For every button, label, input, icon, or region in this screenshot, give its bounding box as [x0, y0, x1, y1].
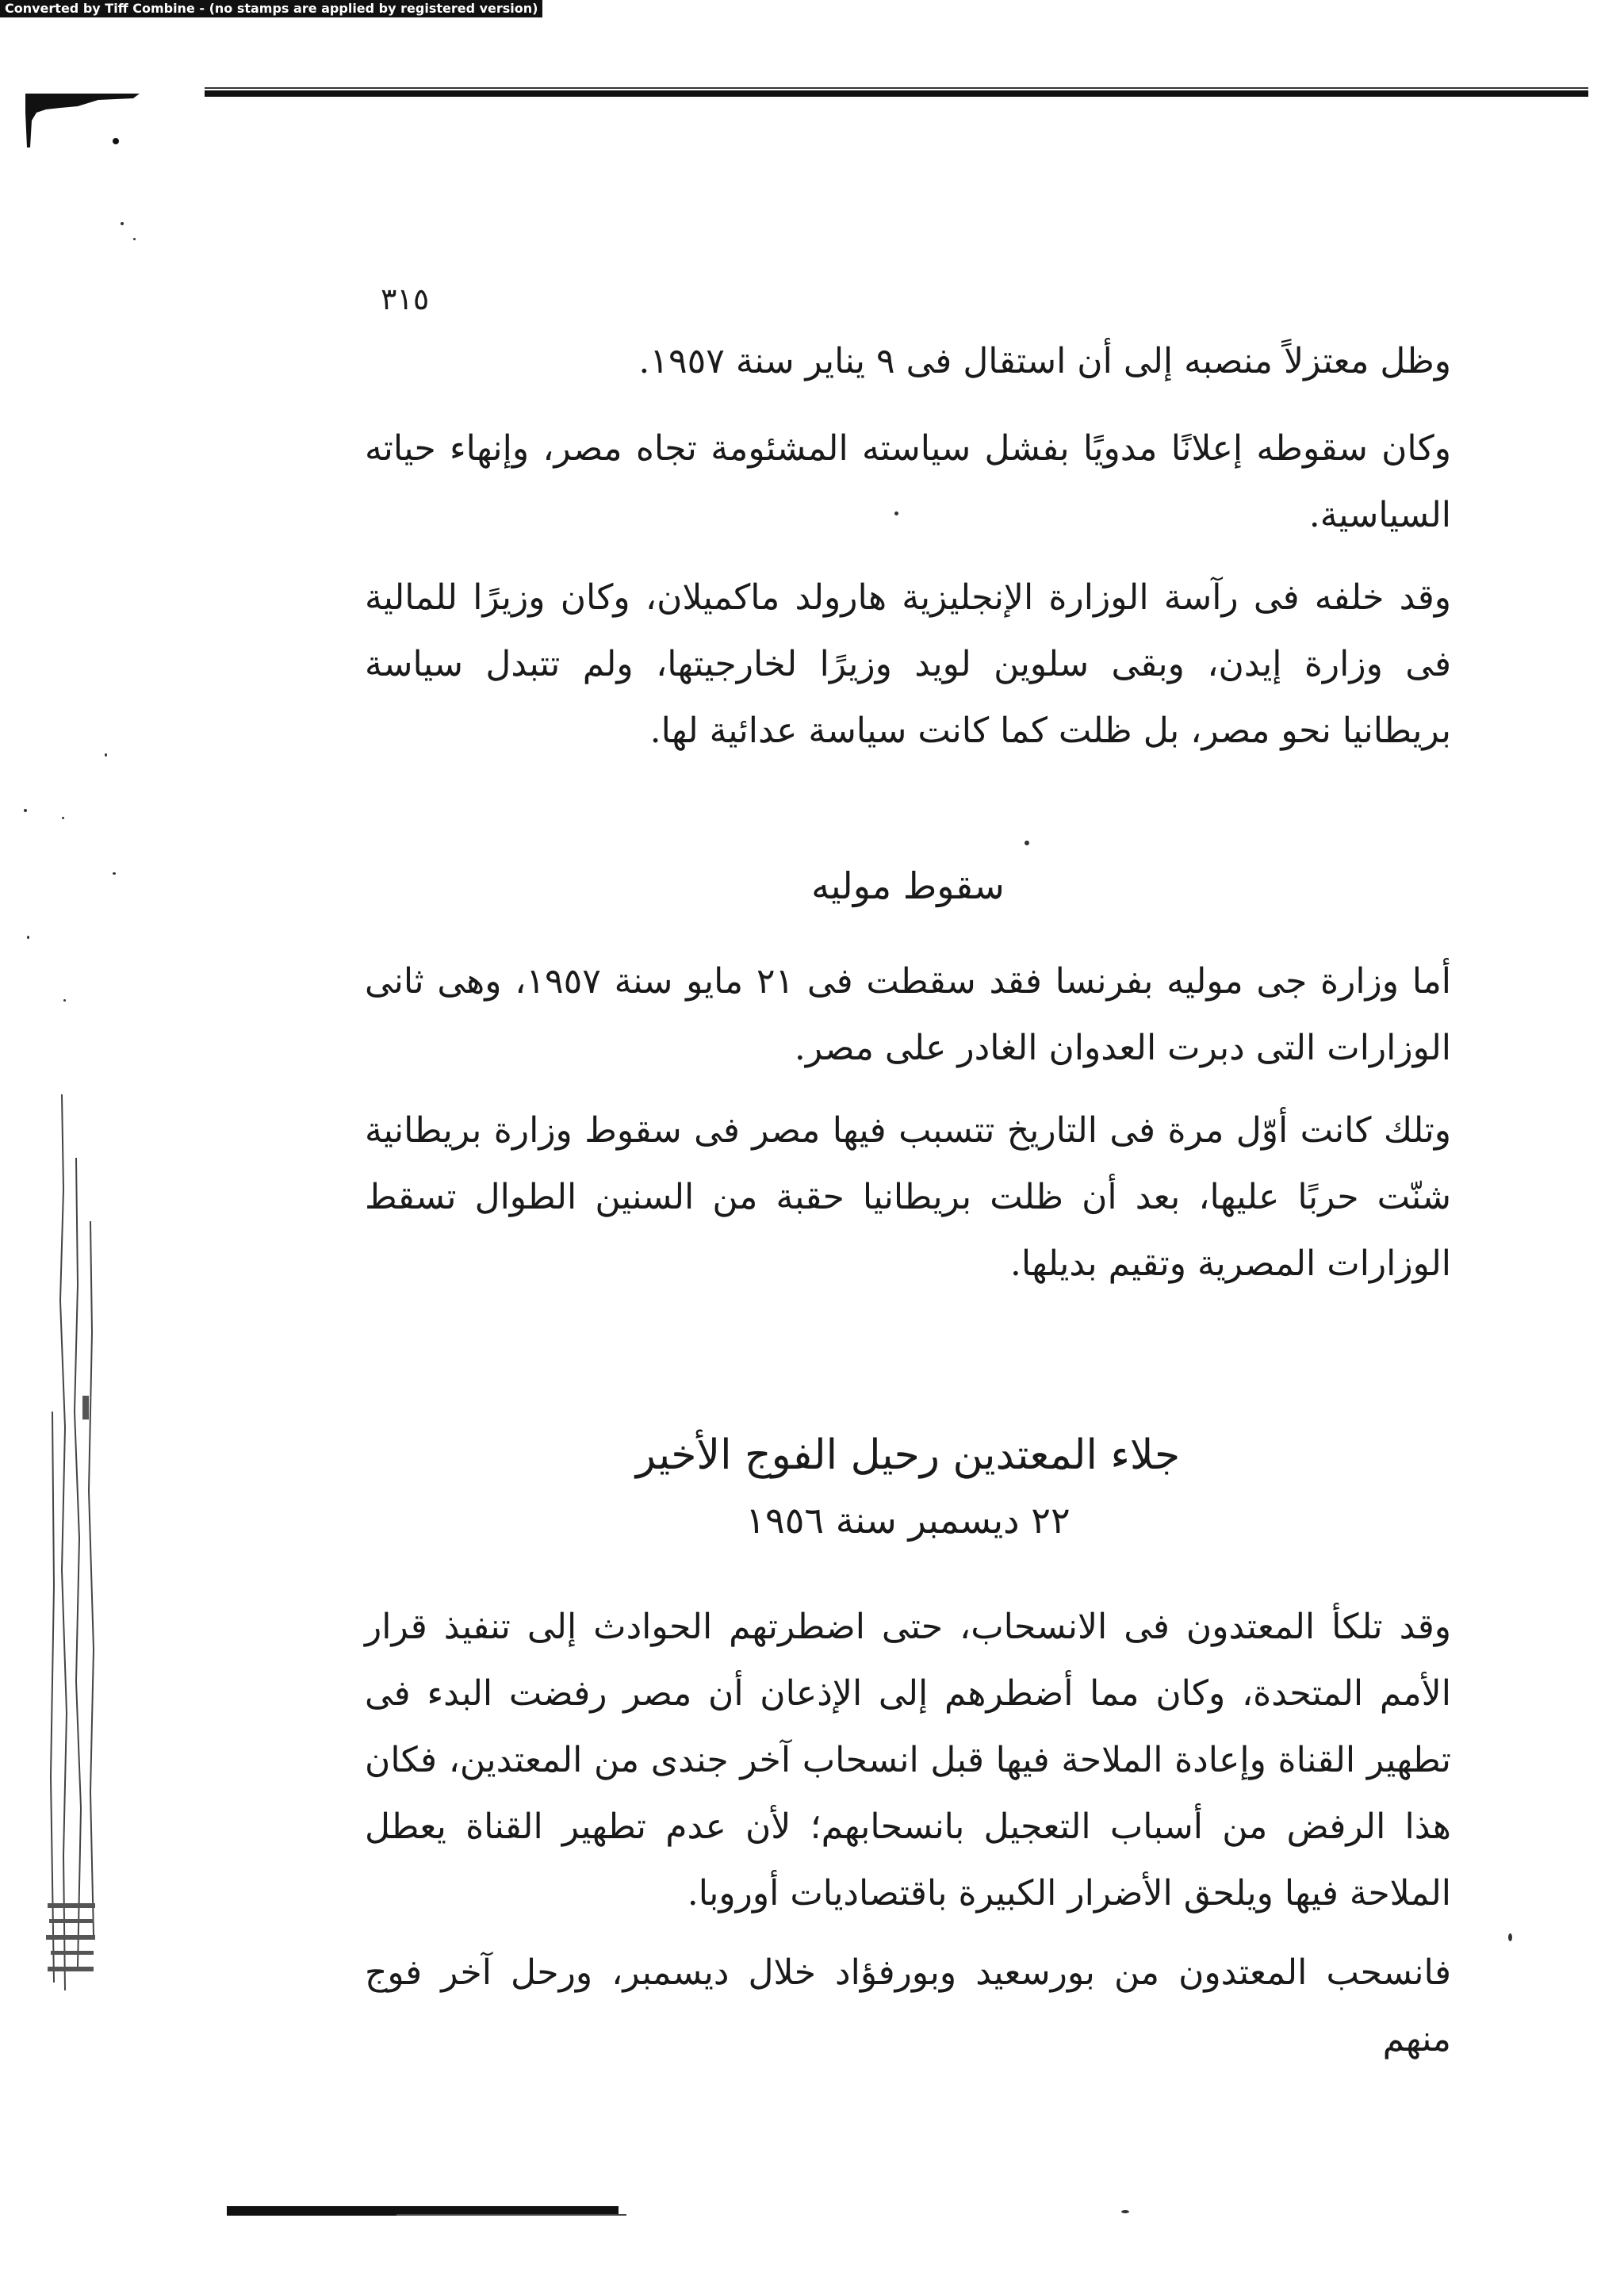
paragraph: وكان سقوطه إعلانًا مدويًا بفشل سياسته المشئومة تجاه مصر، وإنهاء حياته السياسية. — [365, 428, 1451, 535]
paragraph: أما وزارة جى موليه بفرنسا فقد سقطت فى ٢١ مايو سنة ١٩٥٧، وهى ثانى الوزارات التى دبرت العدوان الغادر على مصر. — [365, 961, 1451, 1068]
top-rule — [205, 90, 1588, 97]
top-rule-thin — [205, 87, 1588, 89]
scan-speck — [113, 872, 116, 875]
corner-ink-mark — [22, 89, 141, 152]
page-number: ٣١٥ — [381, 282, 430, 316]
paragraph: فانسحب المعتدون من بورسعيد وبورفؤاد خلال ديسمبر، ورحل آخر فوج منهم — [365, 1952, 1451, 2059]
scan-speck — [1121, 2210, 1129, 2213]
section-heading-mollet-fall: سقوط موليه — [811, 864, 1005, 907]
scan-speck — [62, 817, 64, 819]
bottom-rule-thin — [396, 2214, 626, 2216]
paragraph: وتلك كانت أوّل مرة فى التاريخ تتسبب فيها مصر فى سقوط وزارة بريطانية شنّت حربًا عليها، بعد أن ظلت بريطانيا حقبة من السنين الطوال تسقط الوزارات المصرية وتقيم بديلها. — [365, 1110, 1451, 1284]
paragraph: وقد خلفه فى رآسة الوزارة الإنجليزية هارولد ماكميلان، وكان وزيرًا للمالية فى وزارة إيدن، وبقى سلوين لويد وزيرًا لخارجيتها، ولم تتبدل سياسة بريطانيا نحو مصر، بل ظلت كما كانت سياسة عدائية لها. — [365, 577, 1451, 751]
scan-speck — [24, 809, 27, 812]
section-subheading-date: ٢٢ ديسمبر سنة ١٩٥٦ — [745, 1499, 1071, 1542]
paragraph: وقد تلكأ المعتدون فى الانسحاب، حتى اضطرتهم الحوادث إلى تنفيذ قرار الأمم المتحدة، وكان مما أضطرهم إلى الإذعان أن مصر رفضت البدء فى تطهير القناة وإعادة الملاحة فيها قبل انسحاب آخر جندى من المعتدين، فكان هذا الرفض من أسباب التعجيل بانسحابهم؛ لأن عدم تطهير القناة يعطل الملاحة فيها ويلحق الأضرار الكبيرة باقتصاديات أوروبا. — [365, 1607, 1451, 1914]
scan-speck — [1025, 841, 1029, 845]
scan-speck — [63, 999, 66, 1002]
binding-edge-marks — [44, 1094, 100, 1990]
scan-speck — [121, 222, 124, 225]
scan-speck — [1508, 1933, 1512, 1941]
converter-watermark: Converted by Tiff Combine - (no stamps are applied by registered version) — [0, 0, 542, 17]
scan-speck — [133, 238, 136, 240]
paragraph: وظل معتزلاً منصبه إلى أن استقال فى ٩ يناير سنة ١٩٥٧. — [638, 341, 1451, 381]
scan-speck — [105, 753, 107, 757]
section-heading-evacuation: جلاء المعتدين رحيل الفوج الأخير — [635, 1431, 1181, 1479]
scan-speck — [27, 936, 29, 939]
